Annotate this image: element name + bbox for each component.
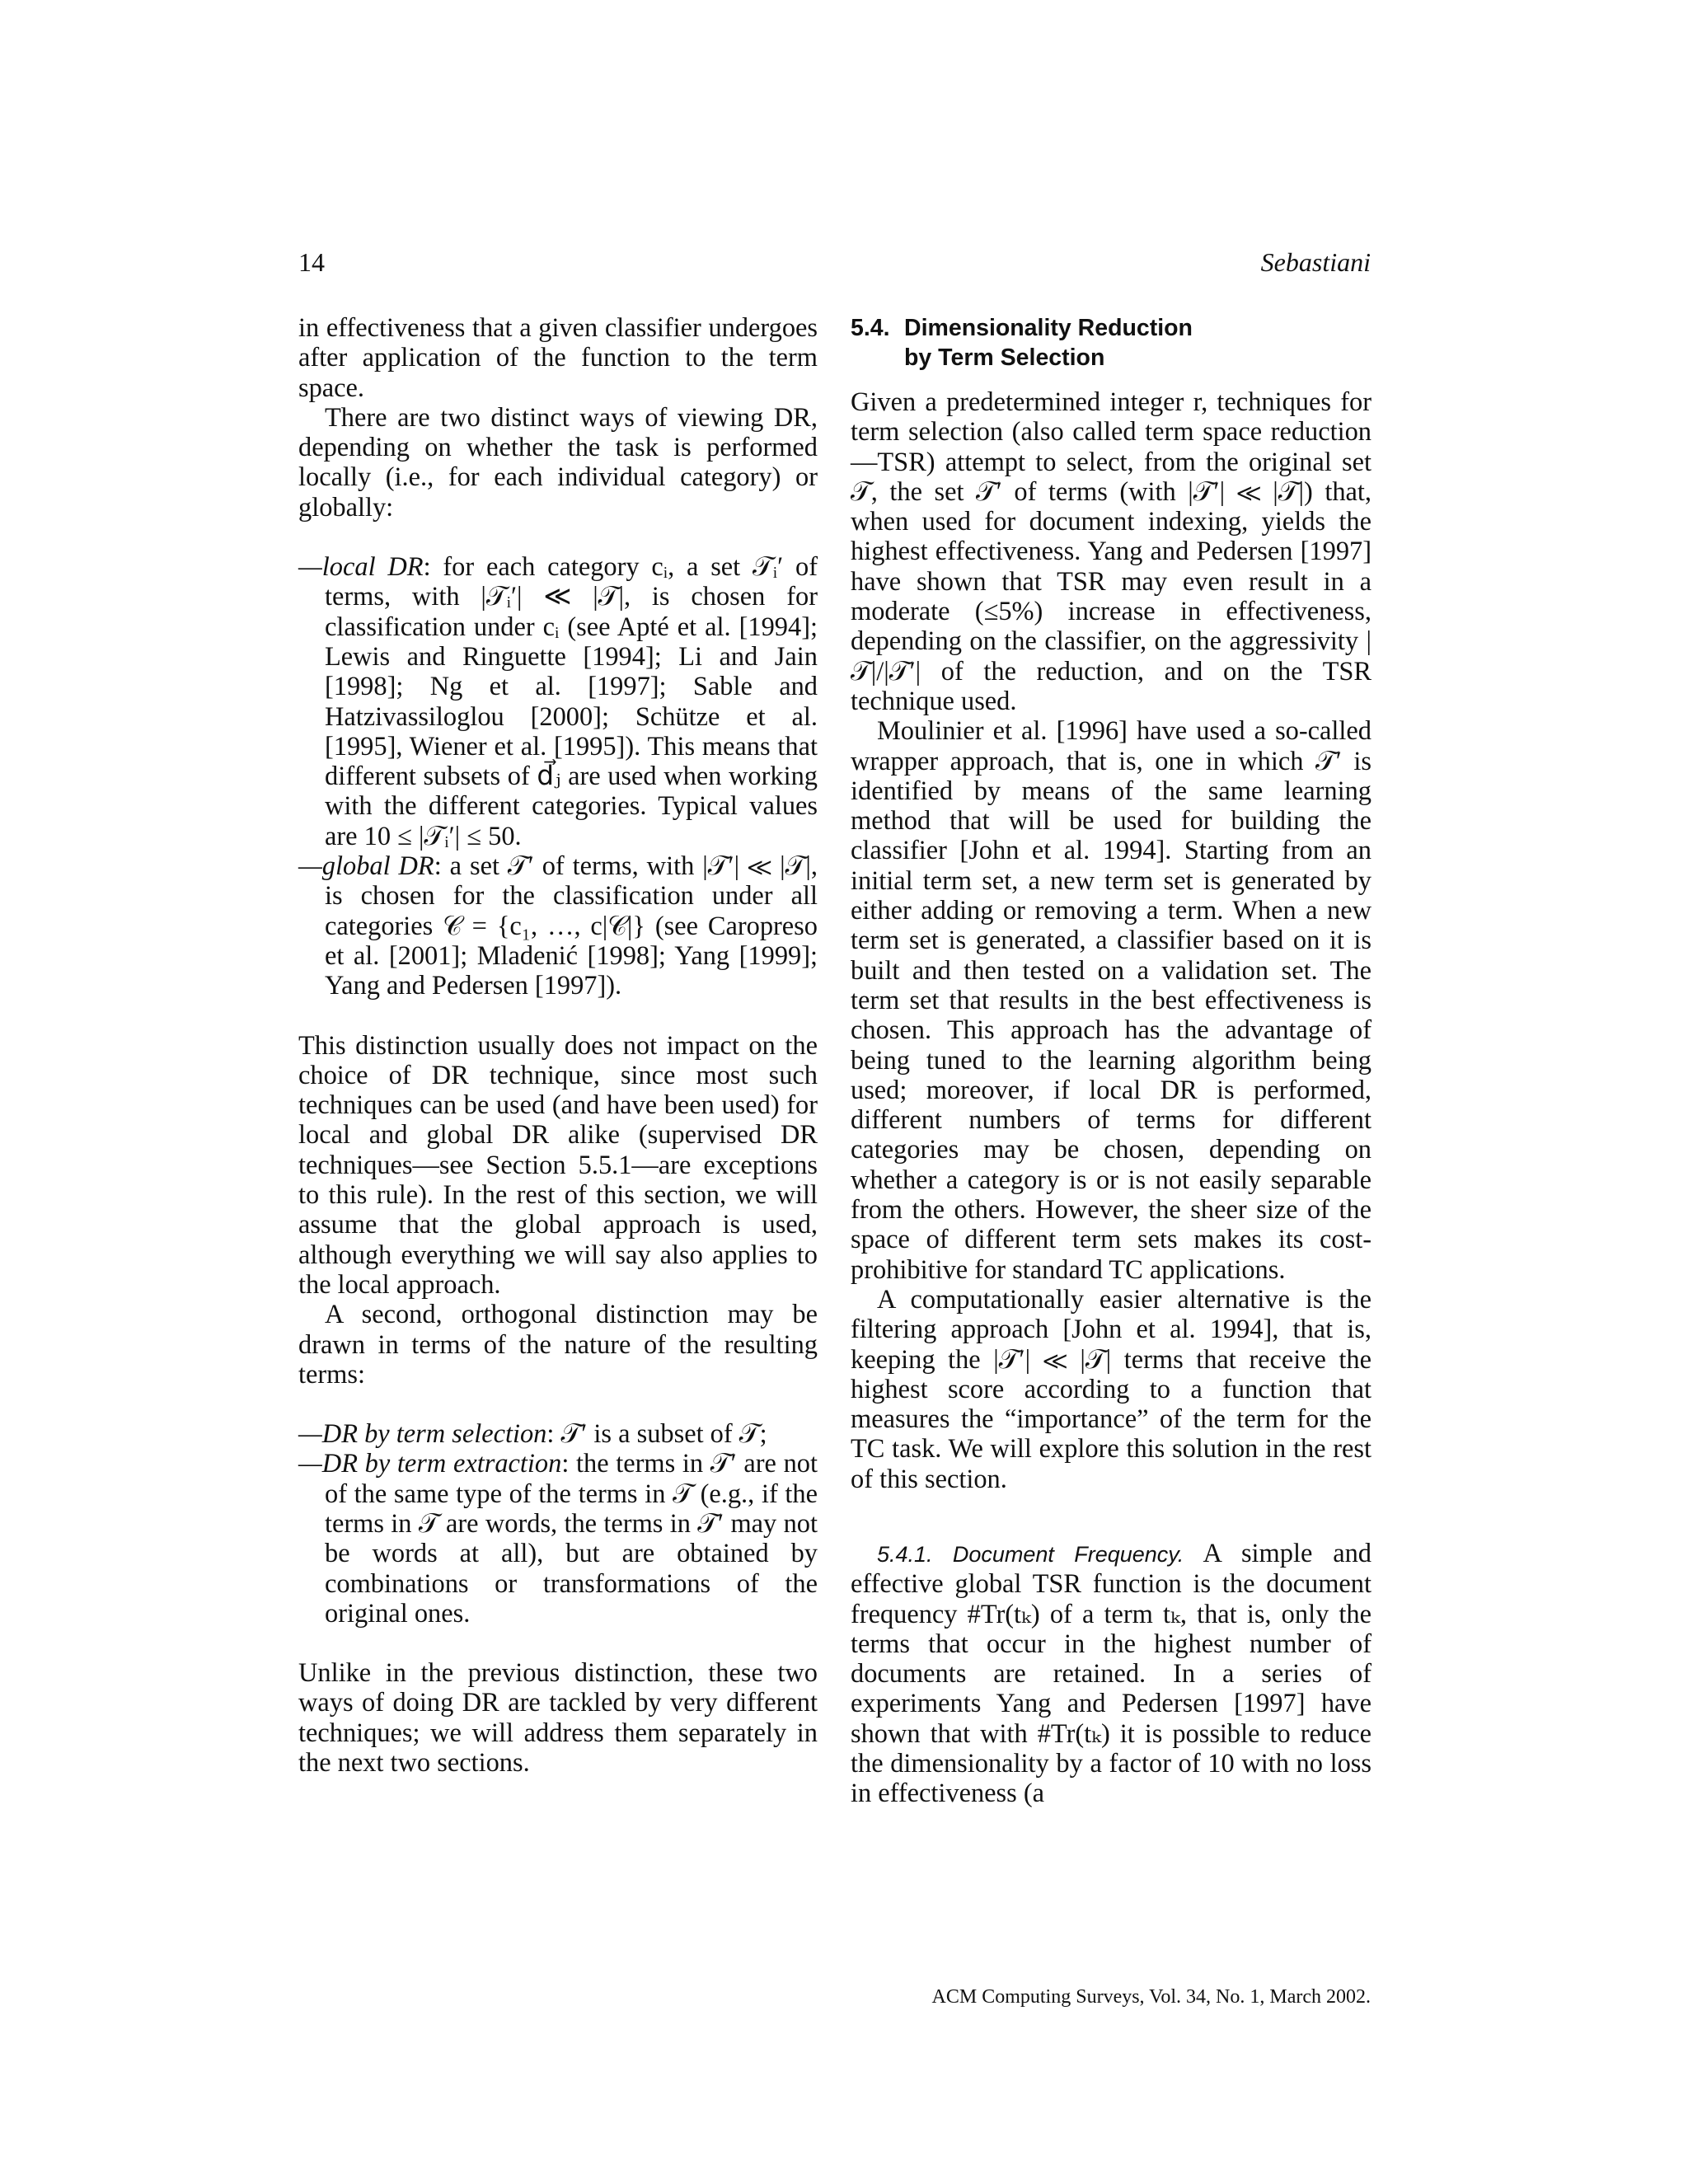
paragraph: This distinction usually does not impact on the choice of DR technique, since most such techniques can be used (and have been used) for local and global DR alike (supervised DR techniques—see Section 5.5.1—are exceptions to this rule). In the rest of this section, we will assume that the global approach is used, although everything we will say also applies to the local approach. (298, 1030, 818, 1300)
list-item-lead: —global DR (298, 851, 434, 882)
subsection-heading: 5.4.1. Document Frequency. (877, 1541, 1184, 1567)
dr-scope-list (298, 552, 818, 1001)
section-number: 5.4. (851, 315, 890, 341)
right-column (851, 313, 1372, 1809)
list-item-lead: —DR by term selection (298, 1419, 547, 1450)
paragraph: A computationally easier alternative is the filtering approach [John et al. 1994], that is, keeping the |𝒯′| ≪ |𝒯| terms that receive the highest score according to a function that measures the “importance” of the term for the TC task. We will explore this solution in the rest of this section. (851, 1284, 1372, 1494)
paragraph: Moulinier et al. [1996] have used a so-called wrapper approach, that is, one in which 𝒯′ is identified by means of the same learning method that will be used for building the classifier [John et al. 1994]. Starting from an initial term set, a new term set is generated by either adding or removing a term. When a new term set is generated, a classifier based on it is built and then tested on a validation set. The term set that results in the best effectiveness is chosen. This approach has the advantage of being tuned to the learning algorithm being used; moreover, if local DR is performed, different numbers of terms for different categories may be chosen, depending on whether a category is or is not easily separable from the others. However, the sheer size of the space of different term sets makes its cost-prohibitive for standard TC applications. (851, 716, 1372, 1285)
paragraph: There are two distinct ways of viewing DR, depending on whether the task is performed locally (i.e., for each individual category) or globally: (298, 402, 818, 523)
running-head-author: Sebastiani (1260, 247, 1371, 277)
section-title-line-1: Dimensionality Reduction (904, 315, 1193, 341)
list-item-text: : the terms in 𝒯′ are not of the same type of the terms in 𝒯 (e.g., if the terms in 𝒯 are words, the terms in 𝒯′ may not be words at all), but are obtained by combinations or transformations of the original ones. (325, 1449, 818, 1629)
paragraph-text: A simple and effective global TSR function is the document frequency #Tr(tₖ) of a term tₖ, that is, only the terms that occur in the highest number of documents are retained. In a series of experiments Yang and Pedersen [1997] have shown that with #Tr(tₖ) it is possible to reduce the dimensionality by a factor of 10 with no loss in effectiveness (a (851, 1538, 1372, 1809)
list-item-lead: —local DR (298, 552, 424, 583)
paragraph: A second, orthogonal distinction may be drawn in terms of the nature of the resulting terms: (298, 1300, 818, 1390)
paragraph: Unlike in the previous distinction, these two ways of doing DR are tackled by very different techniques; we will address them separately in the next two sections. (298, 1658, 818, 1779)
list-item (298, 851, 818, 1001)
page-number: 14 (298, 247, 325, 277)
list-item (298, 1419, 818, 1449)
list-item-lead: —DR by term extraction (298, 1449, 562, 1479)
list-item-text: : for each category cᵢ, a set 𝒯ᵢ′ of terms, with |𝒯ᵢ′| ≪ |𝒯|, is chosen for classification under cᵢ (see Apté et al. [1994]; Lewis and Ringuette [1994]; Li and Jain [1998]; Ng et al. [1997]; Sable and Hatzivassiloglou [2000]; Schütze et al. [1995], Wiener et al. [1995]). This means that different subsets of d⃗ⱼ are used when working with the different categories. Typical values are 10 ≤ |𝒯ᵢ′| ≤ 50. (325, 552, 818, 851)
list-item-text: : a set 𝒯′ of terms, with |𝒯′| ≪ |𝒯|, is chosen for the classification under all categories 𝒞 = {c₁, …, c|𝒞|} (see Caropreso et al. [2001]; Mladenić [1998]; Yang [1999]; Yang and Pedersen [1997]). (325, 851, 818, 1001)
section-heading (851, 313, 1372, 373)
left-column (298, 313, 818, 1778)
dr-type-list (298, 1419, 818, 1629)
paragraph: Given a predetermined integer r, techniques for term selection (also called term space reduction—TSR) attempt to select, from the original set 𝒯, the set 𝒯′ of terms (with |𝒯′| ≪ |𝒯|) that, when used for document indexing, yields the highest effectiveness. Yang and Pedersen [1997] have shown that TSR may even result in a moderate (≤5%) increase in effectiveness, depending on the classifier, on the aggressivity |𝒯|/|𝒯′| of the reduction, and on the TSR technique used. (851, 387, 1372, 716)
footer-citation: ACM Computing Surveys, Vol. 34, No. 1, March 2002. (931, 1986, 1371, 2008)
list-item (298, 1449, 818, 1629)
subsection-paragraph (851, 1539, 1372, 1809)
list-item-text: : 𝒯′ is a subset of 𝒯; (546, 1419, 767, 1450)
list-item (298, 552, 818, 851)
section-title-line-2: by Term Selection (904, 344, 1105, 371)
paragraph: in effectiveness that a given classifier undergoes after application of the function to the term space. (298, 313, 818, 403)
